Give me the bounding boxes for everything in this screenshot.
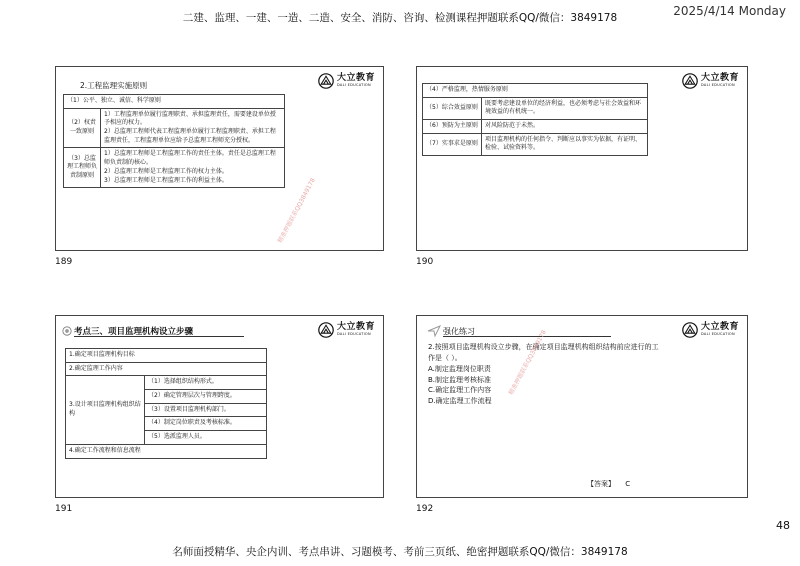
table-cell: 1）工程监理单位履行监理职责、承担监理责任，需要建设单位授予相应的权力。 2）总监理工程师代表工程监理单位履行工程监理职责、承担工程监理责任，工程监理单位应给予总监理工程师充分授权。 bbox=[101, 108, 285, 148]
watermark: 精准押题联系QQ3849178 bbox=[276, 177, 317, 245]
header-date: 2025/4/14 Monday bbox=[673, 4, 786, 18]
table-row bbox=[64, 148, 285, 188]
slide-190 bbox=[416, 66, 748, 251]
logo-emblem-icon bbox=[318, 322, 334, 338]
slide-number: 189 bbox=[55, 257, 73, 267]
row-label: 3.设计项目监理机构组织结构 bbox=[66, 376, 145, 444]
table-row bbox=[66, 362, 267, 376]
table-cell: （2）确定管理层次与管理跨度。 bbox=[145, 390, 267, 404]
logo bbox=[682, 73, 739, 89]
table-row bbox=[423, 84, 648, 98]
logo-emblem-icon bbox=[682, 73, 698, 89]
table-row bbox=[64, 95, 285, 109]
table-cell: （4）制定岗位职责及考核标准。 bbox=[145, 417, 267, 431]
logo-en-text: DALI EDUCATION bbox=[700, 332, 735, 337]
table-row bbox=[66, 349, 267, 363]
logo bbox=[318, 322, 375, 338]
table-cell: 项目监理机构的任何指令、判断应以事实为依据，有证明、检验、试验资料等。 bbox=[482, 133, 648, 155]
row-label: （6）预防为主原则 bbox=[423, 120, 482, 134]
logo-emblem-icon bbox=[318, 73, 334, 89]
table-cell: 1.确定项目监理机构目标 bbox=[66, 349, 267, 363]
table-row bbox=[64, 108, 285, 148]
steps-table bbox=[65, 348, 267, 459]
row-label: （5）综合效益原则 bbox=[423, 97, 482, 119]
target-icon bbox=[62, 326, 72, 336]
logo-cn-text: 大立教育 bbox=[336, 73, 375, 84]
logo-emblem-icon bbox=[682, 322, 698, 338]
logo-en-text: DALI EDUCATION bbox=[700, 83, 735, 88]
option-a: A.制定监理岗位职责 bbox=[428, 364, 491, 373]
table-cell: 4.确定工作流程和信息流程 bbox=[66, 444, 267, 458]
title-underline bbox=[443, 336, 611, 337]
table-cell: （1）选择组织结构形式。 bbox=[145, 376, 267, 390]
answer-line bbox=[587, 479, 630, 489]
slide-192 bbox=[416, 315, 748, 498]
table-row bbox=[66, 376, 267, 390]
logo bbox=[318, 73, 375, 89]
table-cell: （1）公平、独立、诚信、科学原则 bbox=[64, 95, 285, 109]
logo-cn-text: 大立教育 bbox=[700, 73, 739, 84]
slide-number: 192 bbox=[416, 504, 434, 514]
slide-number: 191 bbox=[55, 504, 73, 514]
table-row bbox=[66, 444, 267, 458]
slide-number: 190 bbox=[416, 257, 434, 267]
page-footer-text: 名师面授精华、央企内训、考点串讲、习题模考、考前三页纸、绝密押题联系QQ/微信：3849178 bbox=[172, 546, 628, 558]
logo-en-text: DALI EDUCATION bbox=[336, 332, 371, 337]
answer-label: 【答案】 bbox=[587, 480, 615, 488]
table-cell: 对风险防范于未然。 bbox=[482, 120, 648, 134]
table-cell: 2.确定监理工作内容 bbox=[66, 362, 267, 376]
table-cell: （5）选派监理人员。 bbox=[145, 431, 267, 445]
table-row bbox=[423, 133, 648, 155]
page-header-text: 二建、监理、一建、一造、二造、安全、消防、咨询、检测课程押题联系QQ/微信：3849178 bbox=[182, 12, 618, 24]
row-label: （7）实事求是原则 bbox=[423, 133, 482, 155]
row-label: （2）权责一致原则 bbox=[64, 108, 101, 148]
option-c: C.确定监理工作内容 bbox=[428, 386, 492, 395]
table-row bbox=[423, 97, 648, 119]
logo-en-text: DALI EDUCATION bbox=[336, 83, 371, 88]
table-row bbox=[423, 120, 648, 134]
question-block bbox=[428, 342, 663, 407]
principles-table bbox=[422, 83, 648, 156]
slide-189 bbox=[55, 66, 384, 251]
slide-title: 强化练习 bbox=[443, 327, 475, 336]
table-cell: （4）严格监理，热情服务原则 bbox=[423, 84, 648, 98]
page-number: 48 bbox=[776, 519, 790, 532]
table-cell: 1）总监理工程师是工程监理工作的责任主体。责任是总监理工程师负责制的核心。 2）总监理工程师是工程监理工作的权力主体。 3）总监理工程师是工程监理工作的利益主体。 bbox=[101, 148, 285, 188]
watermark: 精准押题联系QQ3849178 bbox=[507, 329, 548, 397]
logo bbox=[682, 322, 739, 338]
logo-cn-text: 大立教育 bbox=[700, 322, 739, 333]
logo-cn-text: 大立教育 bbox=[336, 322, 375, 333]
slide-title: 2.工程监理实施原则 bbox=[80, 81, 148, 90]
airplane-icon bbox=[426, 322, 442, 338]
title-underline bbox=[74, 336, 244, 337]
answer-value: C bbox=[625, 480, 631, 488]
option-b: B.制定监理考核标准 bbox=[428, 375, 492, 384]
option-d: D.确定监理工作流程 bbox=[428, 397, 492, 406]
principles-table bbox=[63, 94, 285, 188]
table-cell: 既要考虑建设单位的经济利益，也必须考虑与社会效益和环境效益的有机统一。 bbox=[482, 97, 648, 119]
slide-title-text: 考点三、项目监理机构设立步骤 bbox=[74, 327, 194, 337]
table-cell: （3）设置项目监理机构部门。 bbox=[145, 403, 267, 417]
question-text: 2.按照项目监理机构设立步骤，在确定项目监理机构组织结构前应进行的工作是（ ）。 bbox=[428, 343, 659, 362]
row-label: （3）总监理工程师负责制原则 bbox=[64, 148, 101, 188]
slide-191 bbox=[55, 315, 384, 498]
